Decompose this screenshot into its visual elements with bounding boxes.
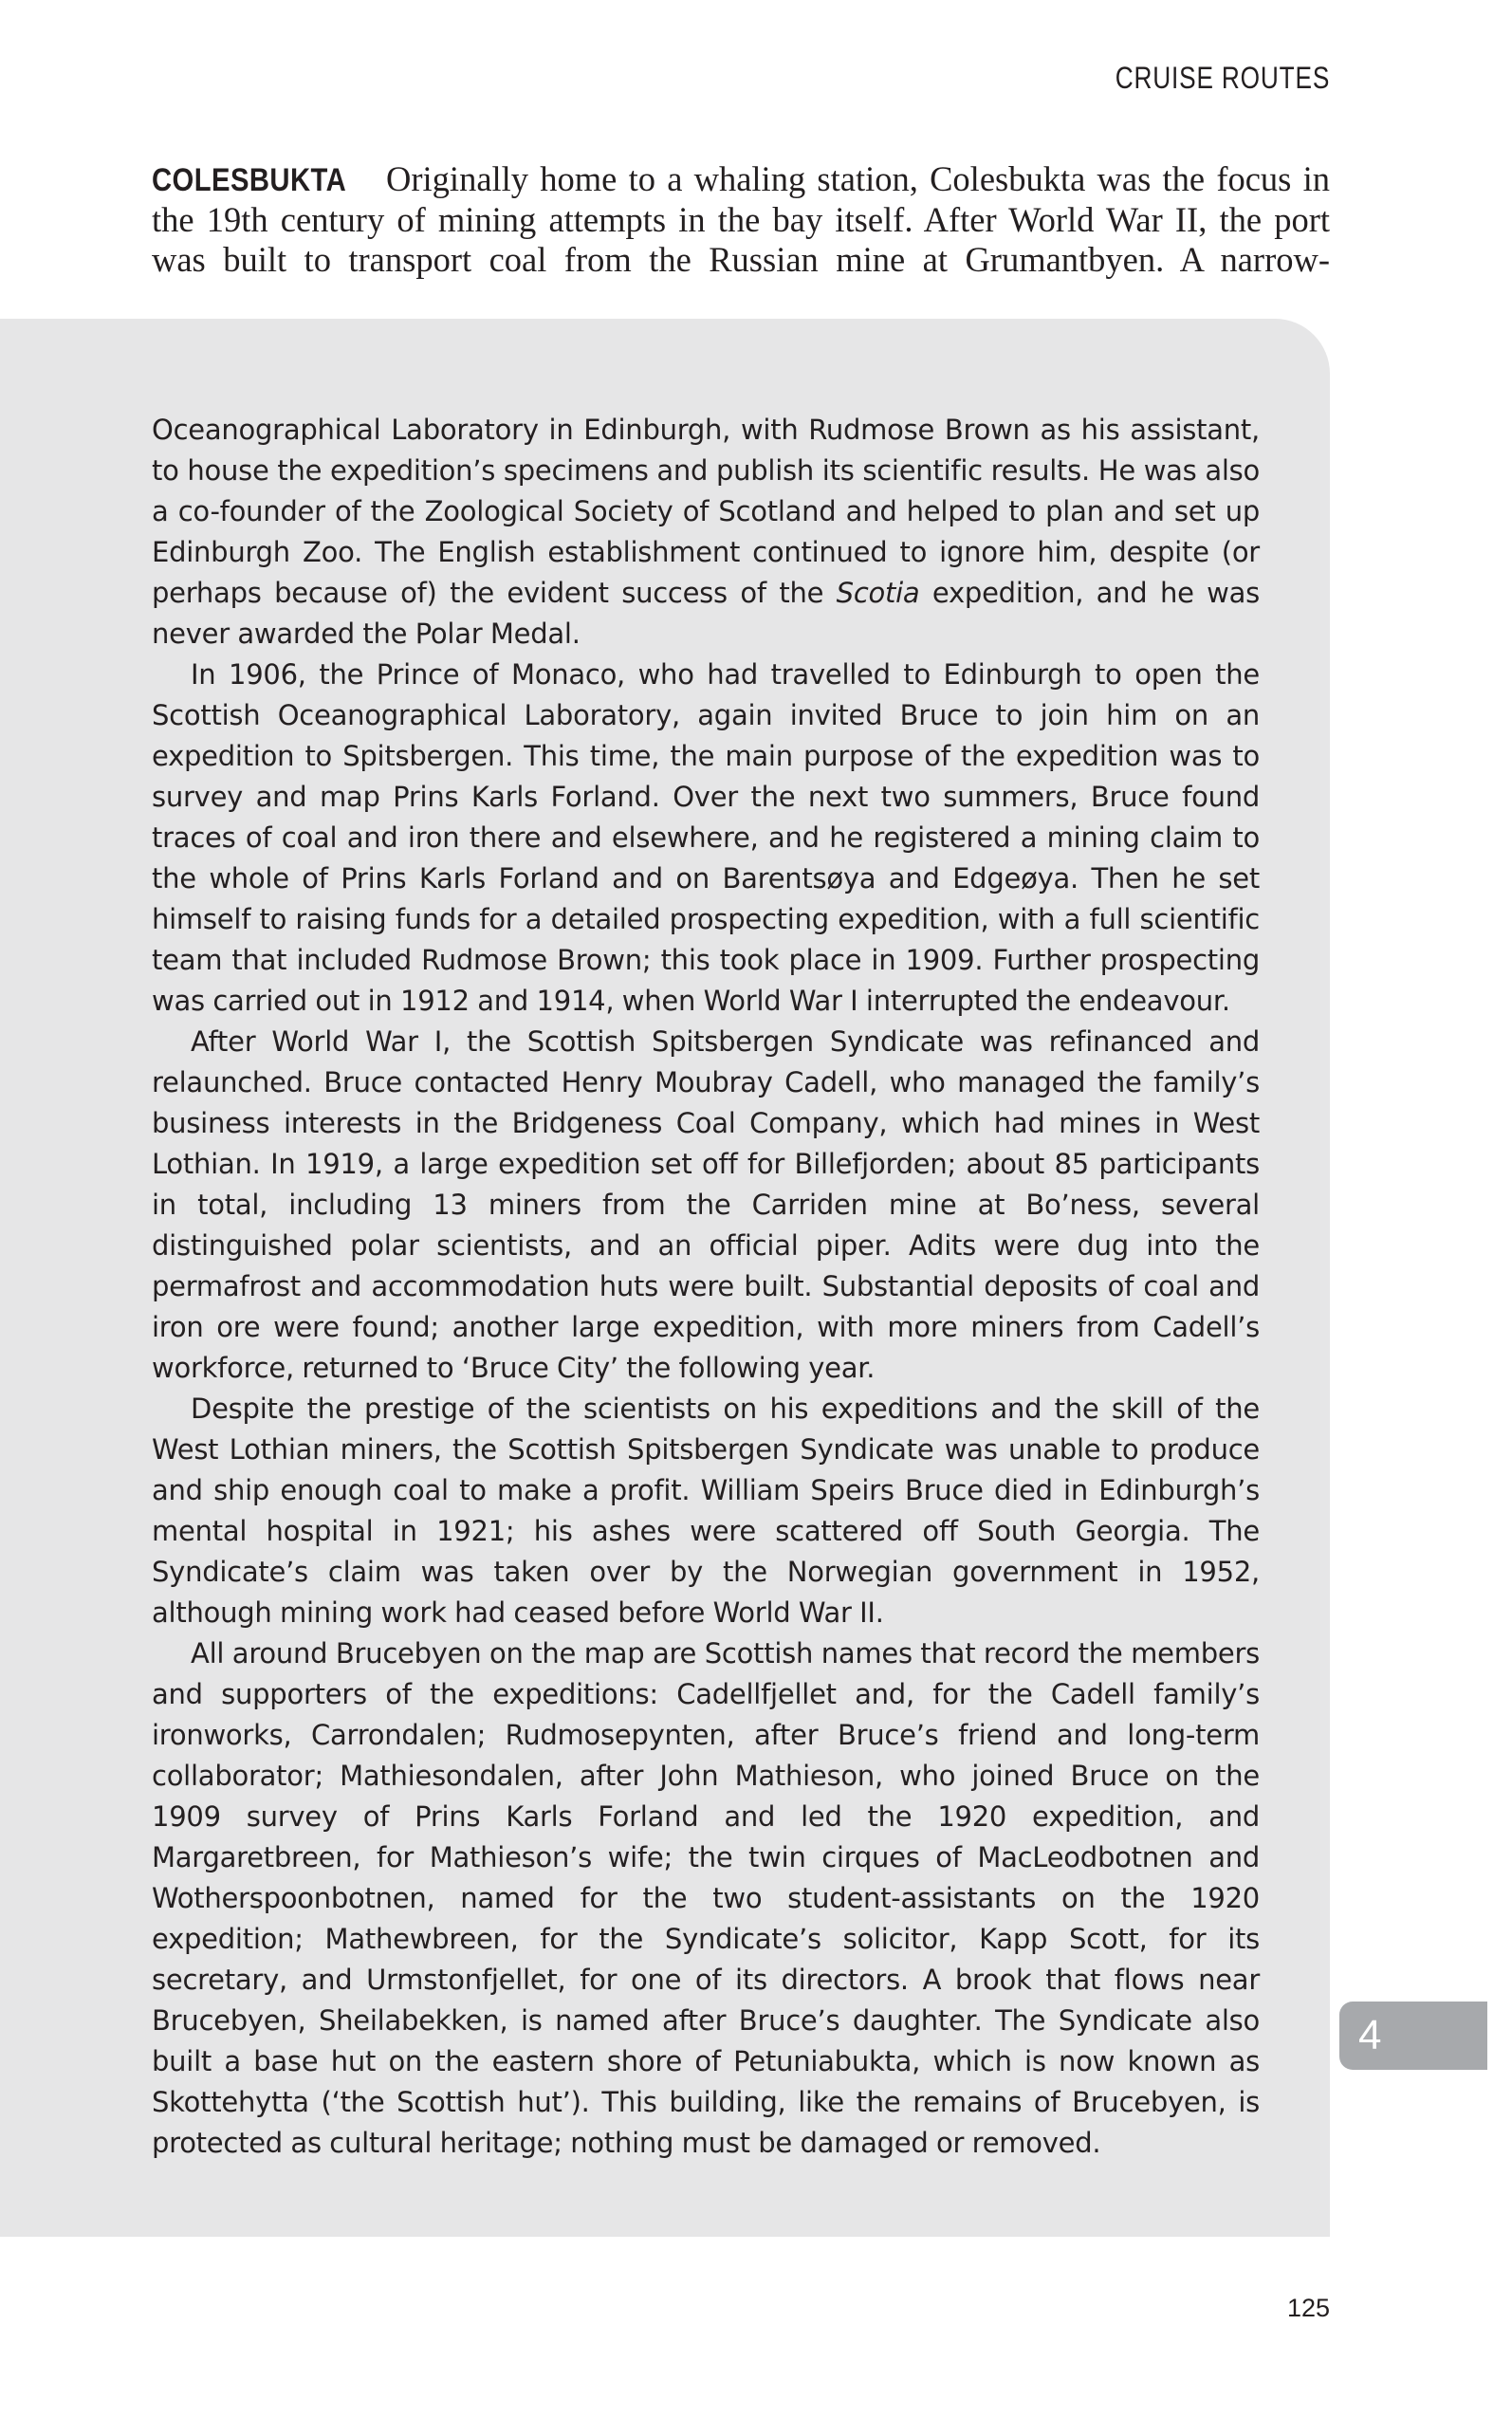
sidebar-box-text — [152, 410, 1260, 2164]
box-paragraph-2: In 1906, the Prince of Monaco, who had travelled to Edinburgh to open the Scottish Oceanographical Laboratory, again invited Bruce to join him on an expedition to Spitsbergen. This time, the main purpose of the expedition was to survey and map Prins Karls Forland. Over the next two summers, Bruce found traces of coal and iron there and elsewhere, and he registered a mining claim to the whole of Prins Karls Forland and on Barentsøya and Edgeøya. Then he set himself to raising funds for a detailed prospecting expedition, with a full scientific team that included Rudmose Brown; this took place in 1909. Further prospecting was carried out in 1912 and 1914, when World War I interrupted the endeavour. — [152, 658, 1260, 1017]
intro-paragraph — [152, 159, 1330, 280]
chapter-tab: 4 — [1339, 2002, 1487, 2070]
page-number: 125 — [1286, 2294, 1330, 2322]
box-paragraph-1 — [152, 410, 1260, 655]
section-heading: COLESBUKTA — [152, 162, 347, 198]
ship-name-italic: Scotia — [836, 577, 920, 609]
box-paragraph-4: Despite the prestige of the scientists on his expeditions and the skill of the West Lothian miners, the Scottish Spitsbergen Syndicate was unable to produce and ship enough coal to make a profit. William Speirs Bruce died in Edinburgh’s mental hospital in 1921; his ashes were scattered off South Georgia. The Syndicate’s claim was taken over by the Norwegian government in 1952, although mining work had ceased before World War II. — [152, 1393, 1260, 1629]
intro-text: Originally home to a whaling station, Colesbukta was the focus in the 19th century of mining attempts in the bay itself. After World War II, the port was built to transport coal from the Russian mine at Grumantbyen. A narrow- — [152, 159, 1330, 279]
box-paragraph-5: All around Brucebyen on the map are Scottish names that record the members and supporters of the expeditions: Cadellfjellet and, for the Cadell family’s ironworks, Carrondalen; Rudmosepynten, after Bruce’s friend and long-term collaborator; Mathiesondalen, after John Mathieson, who joined Bruce on the 1909 survey of Prins Karls Forland and led the 1920 expedition, and Margaretbreen, for Mathieson’s wife; the twin cirques of MacLeodbotnen and Wotherspoonbotnen, named for the two student-assistants on the 1920 expedition; Mathewbreen, for the Syndicate’s solicitor, Kapp Scott, for its secretary, and Urmstonfjellet, for one of its directors. A brook that flows near Brucebyen, Sheilabekken, is named after Bruce’s daughter. The Syndicate also built a base hut on the eastern shore of Petuniabukta, which is now known as Skottehytta (‘the Scottish hut’). This building, like the remains of Brucebyen, is protected as cultural heritage; nothing must be damaged or removed. — [152, 1637, 1260, 2159]
box-paragraph-3: After World War I, the Scottish Spitsbergen Syndicate was refinanced and relaunched. Bruce contacted Henry Moubray Cadell, who managed the family’s business interests in the Bridgeness Coal Company, which had mines in West Lothian. In 1919, a large expedition set off for Billefjorden; about 85 participants in total, including 13 miners from the Carriden mine at Bo’ness, several distinguished polar scientists, and an official piper. Adits were dug into the permafrost and accommodation huts were built. Substantial deposits of coal and iron ore were found; another large expedition, with more miners from Cadell’s workforce, returned to ‘Bruce City’ the following year. — [152, 1025, 1260, 1384]
box-paragraph-1-text: Oceanographical Laboratory in Edinburgh, with Rudmose Brown as his assistant, to house the expedition’s specimens and publish its scientific results. He was also a co-founder of the Zoological Society of Scotland and helped to plan and set up Edinburgh Zoo. The English establishment continued to ignore him, despite (or perhaps because of) the evident success of the — [152, 414, 1260, 609]
running-head: CRUISE ROUTES — [1115, 61, 1330, 95]
box-paragraph-1-text-end: expedition, and he was never awarded the Polar Medal. — [152, 577, 1260, 650]
